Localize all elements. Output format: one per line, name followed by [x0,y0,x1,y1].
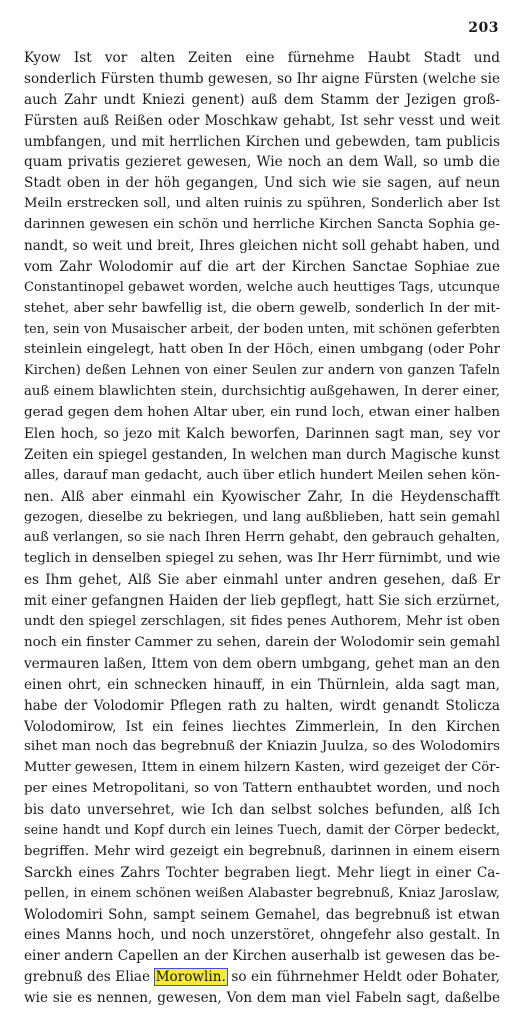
text-line: quam privatis gezieret gewesen, Wie noch an dem Wall, so umb die [24,154,500,171]
text-line: steinlein eingelegt, hatt oben In der Höch, einen umbgang (oder Pohr [24,342,500,358]
text-line: vom Zahr Wolodomir auf die art der Kirchen Sanctae Sophiae zue [24,258,500,275]
text-line: nandt, so weit und breit, Ihres gleichen nicht soll gehabt haben, und [24,238,500,255]
text-line: auß verlangen, so sie nach Ihren Herrn gehabt, den gebrauch gehalten, [24,530,500,546]
text-segment: so ein führnehmer Heldt oder Bohater, [226,969,500,986]
text-line: Meiln erstrecken soll, und alten ruinis zu spühren, Sonderlich aber Ist [24,196,500,212]
text-line: einen ohrt, ein schnecken hinauff, in ein Thürnlein, alda sagt man, [24,676,500,693]
text-line: Volodomirow, Ist ein feines liechtes Zimmerlein, In den Kirchen [24,718,500,735]
text-line: wie sie es nennen, gewesen, Von dem man viel Fabeln sagt, daßelbe [24,990,500,1007]
text-line: Mutter gewesen, Ittem in einem hilzern Kasten, wird gezeiget der Cör- [24,760,500,776]
text-line: Zeiten ein spiegel gestanden, In welchen man durch Magische kunst [24,446,500,463]
highlighted-word[interactable]: Morowlin. [155,969,226,986]
text-line: mit einer gefangnen Haiden der lieb gepflegt, hatt Sie sich erzürnet, [24,593,500,610]
text-line: umbfangen, und mit herrlichen Kirchen und gebewden, tam publicis [24,133,500,150]
text-line: nen. Alß aber einmahl ein Kyowischer Zahr, In die Heydenschafft [24,488,500,505]
text-line: teglich in denselben spiegel zu sehen, was Ihr Herr fürnimbt, und wie [24,551,501,567]
text-line: einer andern Capellen an der Kirchen auserhalb ist gewesen das be- [24,948,500,965]
text-line: eines Manns hoch, und noch unzerstöret, ohngefehr also gestalt. In [24,927,500,944]
text-line: Kirchen) deßen Lehnen von einer Seulen zur andern von ganzen Tafeln [24,363,500,379]
text-line: Sarckh eines Zahrs Tochter begraben liegt. Mehr liegt in einer Ca- [24,864,500,881]
text-line: auch Zahr undt Kniezi genent) auß dem Stamm der Jezigen groß- [24,91,500,108]
text-line: habe der Volodomir Pflegen rath zu halten, wirdt genandt Stolicza [24,697,500,714]
text-line: Fürsten auß Reißen oder Moschkaw gehabt, Ist sehr vesst und weit [24,112,500,129]
text-line: pellen, in einem schönen weißen Alabaster begrebnuß, Kniaz Jaroslaw, [24,885,500,901]
text-line: auß einem blawlichten stein, durchsichtig außgehawen, In derer einer, [24,384,500,400]
text-line [24,967,500,988]
text-line: sonderlich Fürsten thumb gewesen, so Ihr aigne Fürsten (welche sie [24,70,500,87]
text-line: Kyow Ist vor alten Zeiten eine fürnehme Haubt Stadt und [24,50,500,66]
text-line: Elen hoch, so jezo mit Kalch beworfen, Darinnen sagt man, sey vor [24,426,500,443]
text-line: per eines Metropolitani, so von Tattern enthaubtet worden, und noch [24,781,500,797]
text-line: gerad gegen dem hohen Altar uber, ein rund loch, etwan einer halben [24,405,500,421]
page-number: 203 [468,20,499,36]
text-line: Wolodomiri Sohn, sampt seinem Gemahel, das begrebnuß ist etwan [24,906,500,923]
text-line: stehet, aber sehr bawfellig ist, die obern gewelb, sonderlich In der mit- [24,300,500,316]
text-line: Stadt oben in der höh gegangen, Und sich wie sie sagen, auf neun [24,175,500,192]
text-line: es Ihm gehet, Alß Sie aber einmahl unter andren gesehen, daß Er [24,572,500,589]
text-line: alles, darauf man gedacht, auch über etlich hundert Meilen sehen kön- [24,467,500,483]
text-line: ten, sein von Musaischer arbeit, der boden unten, mit schönen geferbten [24,321,500,337]
text-line: darinnen gewesen ein schön und herrliche Kirchen Sancta Sophia ge- [24,217,500,233]
text-line: bis dato unversehret, wie Ich dan selbst solches befunden, alß Ich [24,802,500,819]
text-line: undt den spiegel zerschlagen, sit fides penes Authorem, Mehr ist oben [24,614,500,630]
text-line: Constantinopel gebawet worden, welche auch heuttiges Tags, utcunque [24,279,500,295]
text-line: gezogen, dieselbe zu bekriegen, und lang außblieben, hatt sein gemahl [24,509,500,525]
body-text [24,48,500,1009]
text-line: begriffen. Mehr wird gezeigt ein begrebnuß, darinnen in einem eisern [24,843,500,859]
text-line: noch ein finster Cammer zu sehen, darein der Wolodomir sein gemahl [24,634,500,650]
text-line: seine handt und Kopf durch ein leines Tuech, damit der Cörper bedeckt, [24,822,500,838]
text-line: vermauren laßen, Ittem von dem obern umbgang, gehet man an den [24,655,500,672]
text-segment: grebnuß des Eliae [24,969,155,986]
text-line: sihet man noch das begrebnuß der Kniazin Juulza, so des Wolodomirs [24,739,500,755]
